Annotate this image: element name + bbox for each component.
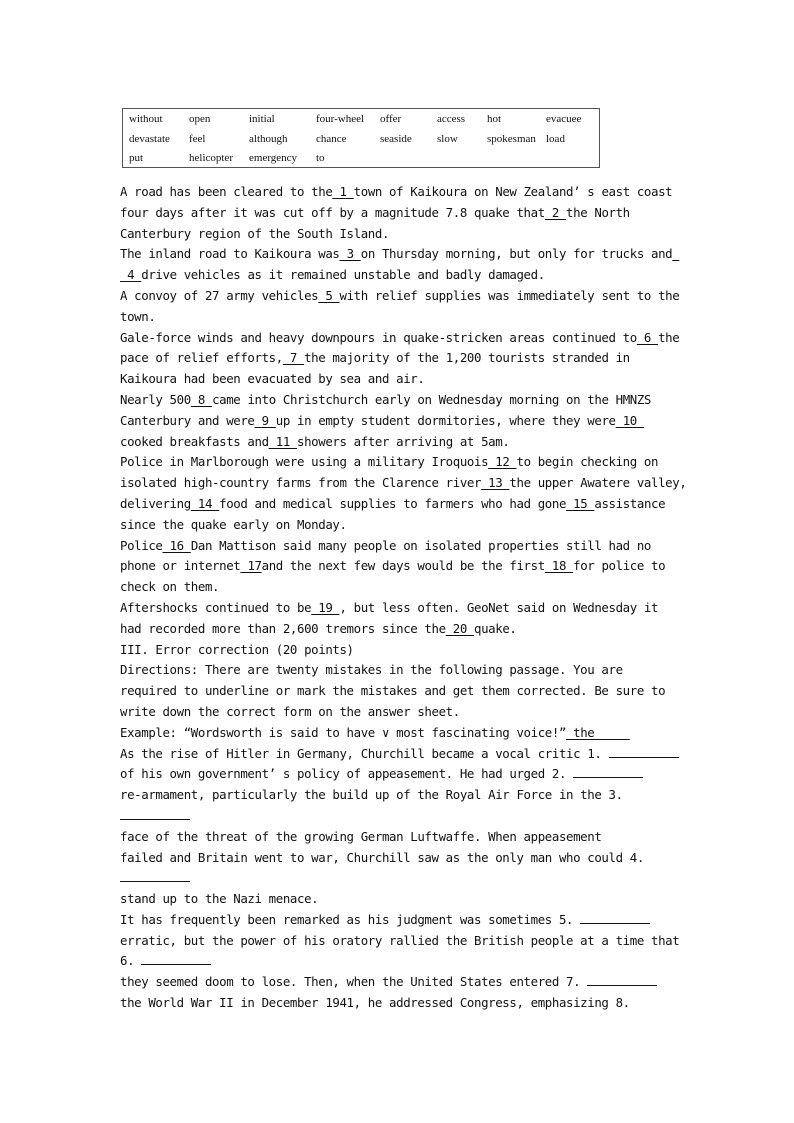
text: A road has been cleared to the	[120, 184, 333, 199]
directions-line: required to underline or mark the mistakes and get them corrected. Be sure to	[120, 683, 666, 699]
blank-underline	[672, 246, 679, 261]
text: cooked breakfasts and	[120, 433, 269, 449]
answer-blank-6[interactable]	[141, 951, 211, 965]
text-line	[120, 619, 690, 640]
answer-blank-7[interactable]	[587, 972, 657, 986]
blank-7: 7	[282, 350, 305, 366]
word-bank-word: open	[189, 113, 211, 125]
blank-18: 18	[544, 558, 574, 574]
passage	[120, 182, 690, 1014]
text: Canterbury and were	[120, 412, 255, 428]
text: the	[658, 329, 680, 345]
text: and the next few days would be the first	[261, 558, 545, 574]
essay-line: erratic, but the power of his oratory rallied the British people at a time that	[120, 932, 680, 948]
text: delivering	[120, 495, 191, 511]
text-line	[120, 536, 690, 557]
text: Gale-force winds and heavy downpours in quake-stricken areas continued to	[120, 329, 637, 345]
text: four days after it was cut off by a magnitude 7.8 quake that	[120, 204, 545, 220]
text: It has frequently been remarked as his judgment was sometimes 5.	[120, 911, 581, 927]
text: came into Christchurch early on Wednesday morning on the HMNZS	[212, 391, 652, 407]
word-bank-word: feel	[189, 133, 206, 145]
word-bank-word: without	[129, 113, 163, 125]
text-line	[120, 348, 690, 369]
directions-line: write down the correct form on the answer sheet.	[120, 703, 460, 719]
text: , but less often. GeoNet said on Wednesday it	[339, 599, 659, 615]
essay-line	[120, 972, 690, 993]
text-line	[120, 328, 690, 349]
word-bank-word: access	[437, 113, 466, 125]
text: food and medical supplies to farmers who had gone	[219, 495, 567, 511]
text: showers after arriving at 5am.	[297, 433, 510, 449]
essay-line: stand up to the Nazi menace.	[120, 891, 319, 907]
text: they seemed doom to lose. Then, when the United States entered 7.	[120, 974, 588, 990]
text: had recorded more than 2,600 tremors since the	[120, 620, 446, 636]
word-bank-word: although	[249, 133, 288, 145]
essay-line	[120, 868, 690, 889]
word-bank-word: evacuee	[546, 113, 582, 125]
blank-16: 16	[162, 537, 191, 553]
text: isolated high-country farms from the Clarence river	[120, 475, 482, 491]
text-line	[120, 556, 690, 577]
text-line	[120, 411, 690, 432]
text: Police in Marlborough were using a military Iroquois	[120, 454, 489, 470]
text: quake.	[474, 620, 517, 636]
text: drive vehicles as it remained unstable and badly damaged.	[141, 267, 545, 283]
essay-line	[120, 764, 690, 785]
text: for police to	[573, 558, 666, 574]
essay-line	[120, 951, 690, 972]
word-bank-word: helicopter	[189, 152, 233, 164]
blank-17: 17	[240, 558, 262, 574]
text-line	[120, 452, 690, 473]
text: Dan Mattison said many people on isolated properties still had no	[190, 537, 651, 553]
essay-line: failed and Britain went to war, Churchill saw as the only man who could 4.	[120, 849, 644, 865]
text: Aftershocks continued to be	[120, 599, 312, 615]
text: the North	[566, 204, 630, 220]
blank-1: 1	[332, 184, 354, 199]
text: pace of relief efforts,	[120, 350, 283, 366]
blank-9: 9	[254, 412, 276, 428]
text-line	[120, 473, 690, 494]
essay-line: re-armament, particularly the build up of the Royal Air Force in the 3.	[120, 787, 623, 803]
blank-8: 8	[190, 391, 213, 407]
text-line: town.	[120, 308, 156, 324]
blank-5: 5	[318, 287, 340, 303]
text: Nearly 500	[120, 391, 191, 407]
blank-20: 20	[445, 620, 474, 636]
blank-4: 4	[120, 267, 142, 283]
blank-14: 14	[190, 495, 220, 511]
text-line: Kaikoura had been evacuated by sea and air.	[120, 371, 425, 387]
text-line	[120, 182, 690, 203]
word-bank-word: seaside	[380, 133, 412, 145]
answer-blank-1[interactable]	[609, 744, 679, 758]
word-bank-word: slow	[437, 133, 458, 145]
text-line	[120, 286, 690, 307]
text-line	[120, 244, 690, 265]
word-bank-word: hot	[487, 113, 502, 125]
essay-line	[120, 910, 690, 931]
text: on Thursday morning, but only for trucks and	[360, 246, 673, 262]
word-bank-word: to	[316, 152, 325, 164]
word-bank-table	[122, 108, 600, 168]
text-line	[120, 494, 690, 515]
word-bank-word: devastate	[129, 133, 170, 145]
example-text: Example: “Wordsworth is said to have ∨ most fascinating voice!”	[120, 724, 567, 740]
blank-11: 11	[268, 433, 298, 449]
answer-blank-4[interactable]	[120, 868, 190, 882]
essay-line	[120, 744, 690, 765]
answer-blank-2[interactable]	[573, 764, 643, 778]
word-bank-word: emergency	[249, 152, 298, 164]
blank-13: 13	[481, 475, 510, 491]
text: the upper Awatere valley,	[509, 475, 687, 491]
text: with relief supplies was immediately sent to the	[339, 287, 680, 303]
text-line	[120, 432, 690, 453]
blank-2: 2	[544, 204, 567, 220]
text: As the rise of Hitler in Germany, Churchill became a vocal critic 1.	[120, 745, 609, 761]
text-line	[120, 390, 690, 411]
example-answer: the	[566, 724, 630, 740]
blank-19: 19	[311, 599, 340, 615]
text: to begin checking on	[516, 454, 659, 470]
text-line: Canterbury region of the South Island.	[120, 225, 390, 241]
text: of his own government’ s policy of appeasement. He had urged 2.	[120, 766, 574, 782]
text: assistance	[594, 495, 666, 511]
text-line	[120, 265, 690, 286]
text: phone or internet	[120, 558, 241, 574]
blank-15: 15	[566, 495, 595, 511]
word-bank-word: put	[129, 152, 144, 164]
word-bank-word: spokesman	[487, 133, 536, 145]
text: town of Kaikoura on New Zealand’ s east coast	[353, 184, 673, 199]
example-line	[120, 723, 690, 744]
text: Police	[120, 537, 163, 553]
word-bank-word: four-wheel	[316, 113, 365, 125]
answer-blank-3[interactable]	[120, 806, 190, 820]
word-bank-word: initial	[249, 113, 275, 125]
section-heading: III. Error correction (20 points)	[120, 641, 354, 657]
word-bank-word: chance	[316, 133, 347, 145]
essay-line: the World War II in December 1941, he addressed Congress, emphasizing 8.	[120, 995, 630, 1011]
blank-6: 6	[636, 329, 659, 345]
word-bank-word: offer	[380, 113, 402, 125]
text: the majority of the 1,200 tourists stranded in	[304, 350, 630, 366]
blank-12: 12	[488, 454, 517, 470]
blank-3: 3	[339, 246, 361, 262]
essay-line	[120, 806, 690, 827]
text-line: check on them.	[120, 579, 220, 595]
text: 6.	[120, 953, 142, 969]
text-line: since the quake early on Monday.	[120, 516, 347, 532]
essay-line: face of the threat of the growing German Luftwaffe. When appeasement	[120, 828, 602, 844]
directions-line: Directions: There are twenty mistakes in the following passage. You are	[120, 662, 623, 678]
text-line	[120, 203, 690, 224]
text-line	[120, 598, 690, 619]
text: A convoy of 27 army vehicles	[120, 287, 319, 303]
text: up in empty student dormitories, where they were	[275, 412, 616, 428]
answer-blank-5[interactable]	[580, 910, 650, 924]
blank-10: 10	[615, 412, 644, 428]
text: The inland road to Kaikoura was	[120, 246, 340, 262]
word-bank-word: load	[546, 133, 565, 145]
